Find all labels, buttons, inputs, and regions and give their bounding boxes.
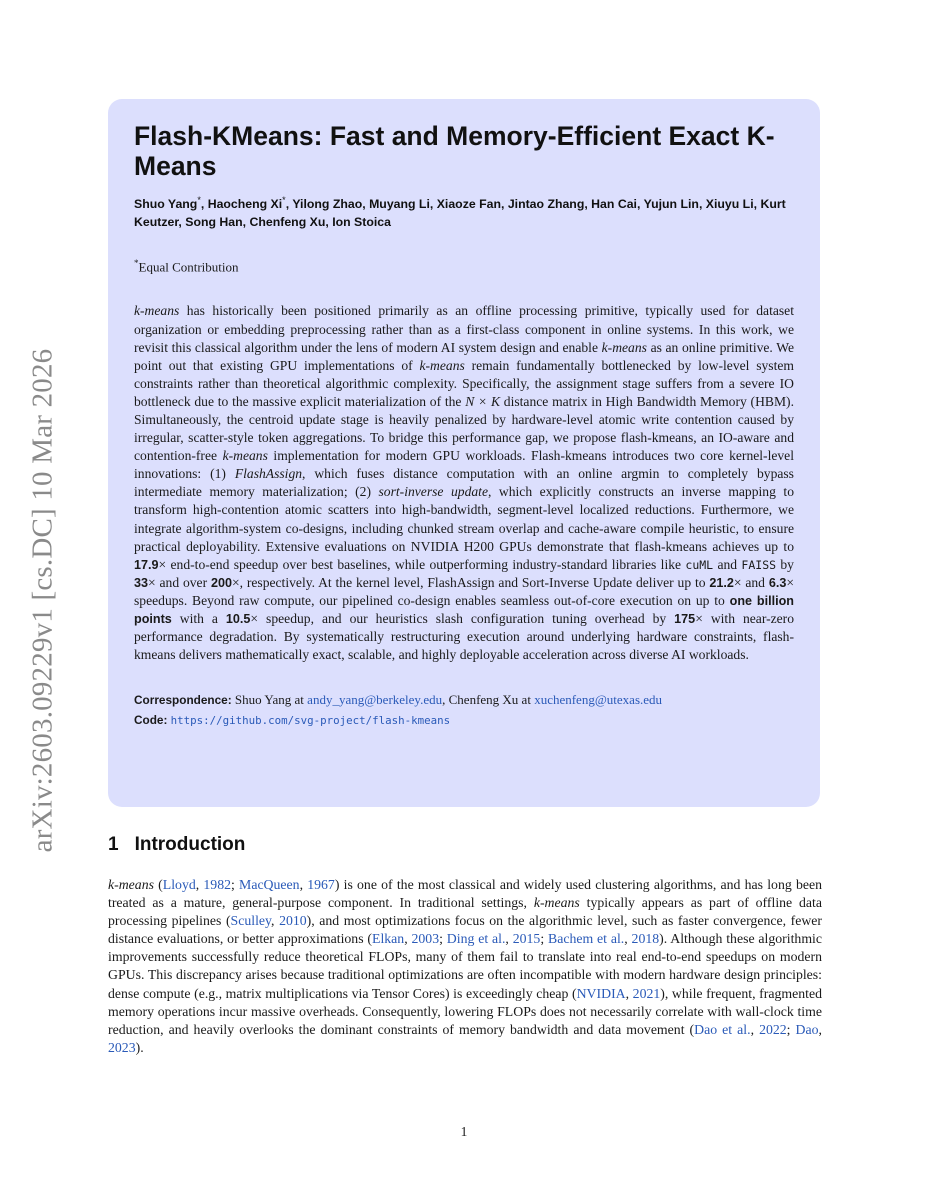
abstract-panel bbox=[108, 99, 820, 807]
citation-link[interactable]: Sculley bbox=[230, 913, 272, 929]
author: Kurt Keutzer bbox=[134, 197, 786, 230]
page-number: 1 bbox=[460, 1124, 468, 1139]
author: Shuo Yang bbox=[134, 197, 198, 212]
author: Xiaoze Fan bbox=[436, 197, 501, 212]
section-heading bbox=[108, 834, 245, 856]
author-list: Shuo Yang*, Haocheng Xi*, Yilong Zhao, Muyang Li, Xiaoze Fan, Jintao Zhang, Han Cai, Yujun Lin, Xiuyu Li, Kurt Keutzer, Song Han, Chenfeng Xu, Ion Stoica bbox=[134, 195, 786, 230]
equal-contribution-text: Equal Contribution bbox=[138, 259, 239, 275]
citation-link[interactable]: 2003 bbox=[411, 931, 440, 947]
paper-title: Flash-KMeans: Fast and Memory-Efficient Exact K-Means bbox=[134, 121, 775, 181]
equal-marker: * bbox=[282, 195, 286, 205]
correspondence-block bbox=[134, 690, 794, 730]
citation-link[interactable]: Ding et al. bbox=[446, 931, 506, 947]
citation-link[interactable]: 1967 bbox=[307, 877, 335, 892]
correspondence-label: Correspondence: bbox=[134, 693, 232, 708]
citation-link[interactable]: 2018 bbox=[631, 931, 660, 947]
section-number: 1 bbox=[108, 834, 119, 855]
introduction-paragraph: k-means (Lloyd, 1982; MacQueen, 1967) is one of the most classical and widely used clustering algorithms, and has long been treated as a mature, general-purpose component. In traditional settings, k-means typically appears as part of offline data processing pipelines (Sculley, 2010), and most optimizations focus on the algorithmic level, such as faster convergence, fewer distance evaluations, or better approximations (Elkan, 2003; Ding et al., 2015; Bachem et al., 2018). Although these algorithmic improvements successfully reduce theoretical FLOPs, many of them fail to translate into real end-to-end speedups on modern GPUs. This discrepancy arises because traditional optimizations are often incompatible with modern hardware design principles: dense compute (e.g., matrix multiplications via Tensor Cores) is exceedingly cheap (NVIDIA, 2021), while frequent, fragmented memory operations incur massive overheads. Consequently, lowering FLOPs does not necessarily correlate with wall-clock time reduction, and heavily overlooks the dominant constraints of memory bandwidth and data movement (Dao et al., 2022; Dao, 2023). bbox=[108, 877, 823, 1055]
arxiv-identifier: arXiv:2603.09229v1 [cs.DC] 10 Mar 2026 bbox=[26, 348, 59, 852]
arxiv-sidebar-stamp bbox=[20, 330, 66, 870]
author: Jintao Zhang bbox=[507, 197, 585, 212]
author: Chenfeng Xu bbox=[249, 215, 326, 230]
citation-link[interactable]: Elkan bbox=[372, 931, 405, 947]
author: Yujun Lin bbox=[643, 197, 699, 212]
correspondence-name-2: , Chenfeng Xu at bbox=[442, 692, 531, 708]
section-title: Introduction bbox=[134, 834, 246, 855]
author: Xiuyu Li bbox=[705, 197, 754, 212]
citation-link[interactable]: NVIDIA bbox=[576, 985, 626, 1001]
code-line bbox=[134, 710, 794, 730]
citation-link[interactable]: 1982 bbox=[203, 877, 231, 892]
citation-link[interactable]: Lloyd bbox=[162, 877, 196, 892]
author: Muyang Li bbox=[369, 197, 430, 212]
abstract-text: k-means has historically been positioned primarily as an offline processing primitive, typically used for dataset organization or embedding preprocessing rather than as a first-class component in online systems. In this work, we revisit this classical algorithm under the lens of modern AI system design and enable k-means as an online primitive. We point out that existing GPU implementations of k-means remain fundamentally bottlenecked by low-level system constraints rather than theoretical algorithmic complexity. Specifically, the assignment stage suffers from a severe IO bottleneck due to the massive explicit materialization of the N × K distance matrix in High Bandwidth Memory (HBM). Simultaneously, the centroid update stage is heavily penalized by hardware-level atomic write contention caused by irregular, scatter-style token aggregations. To bridge this performance gap, we propose flash-kmeans, an IO-aware and contention-free k-means implementation for modern GPU workloads. Flash-kmeans introduces two core kernel-level innovations: (1) FlashAssign, which fuses distance computation with an online argmin to completely bypass intermediate memory materialization; (2) sort-inverse update, which explicitly constructs an inverse mapping to transform high-contention atomic scatters into high-bandwidth, segment-level localized reductions. Furthermore, we integrate algorithm-system co-designs, including chunked stream overlap and cache-aware compile heuristic, to ensure practical deployability. Extensive evaluations on NVIDIA H200 GPUs demonstrate that flash-kmeans achieves up to 17.9× end-to-end speedup over best baselines, while outperforming industry-standard libraries like cuML and FAISS by 33× and over 200×, respectively. At the kernel level, FlashAssign and Sort-Inverse Update deliver up to 21.2× and 6.3× speedups. Beyond raw compute, our pipelined co-design enables seamless out-of-core execution on up to one billion points with a 10.5× speedup, and our heuristics slash configuration tuning overhead by 175× with near-zero performance degradation. By systematically restructuring execution around underlying hardware constraints, flash-kmeans delivers mathematically exact, scalable, and highly deployable acceleration across diverse AI workloads. bbox=[134, 303, 795, 663]
code-repo-link[interactable]: https://github.com/svg-project/flash-kmeans bbox=[170, 714, 451, 728]
author: Yilong Zhao bbox=[292, 197, 363, 212]
equal-marker: * bbox=[134, 258, 139, 269]
citation-link[interactable]: Dao et al. bbox=[694, 1021, 751, 1037]
author: Ion Stoica bbox=[332, 215, 391, 230]
author: Haocheng Xi bbox=[207, 197, 283, 212]
citation-link[interactable]: 2021 bbox=[632, 985, 661, 1001]
citation-link[interactable]: 2015 bbox=[512, 931, 541, 947]
correspondence-line bbox=[134, 690, 794, 710]
code-label: Code: bbox=[134, 713, 168, 728]
citation-link[interactable]: 2023 bbox=[108, 1039, 136, 1055]
author: Song Han bbox=[185, 215, 243, 230]
citation-link[interactable]: 2010 bbox=[279, 913, 307, 929]
citation-link[interactable]: Bachem et al. bbox=[548, 931, 625, 947]
correspondence-name-1: Shuo Yang at bbox=[234, 692, 304, 708]
citation-link[interactable]: MacQueen bbox=[239, 877, 300, 892]
email-link-1[interactable]: andy_yang@berkeley.edu bbox=[307, 692, 443, 708]
author: Han Cai bbox=[591, 197, 637, 212]
equal-marker: * bbox=[197, 195, 201, 205]
email-link-2[interactable]: xuchenfeng@utexas.edu bbox=[534, 692, 663, 708]
citation-link[interactable]: 2022 bbox=[759, 1021, 787, 1037]
citation-link[interactable]: Dao bbox=[795, 1021, 819, 1037]
equal-contribution-note bbox=[134, 258, 794, 275]
